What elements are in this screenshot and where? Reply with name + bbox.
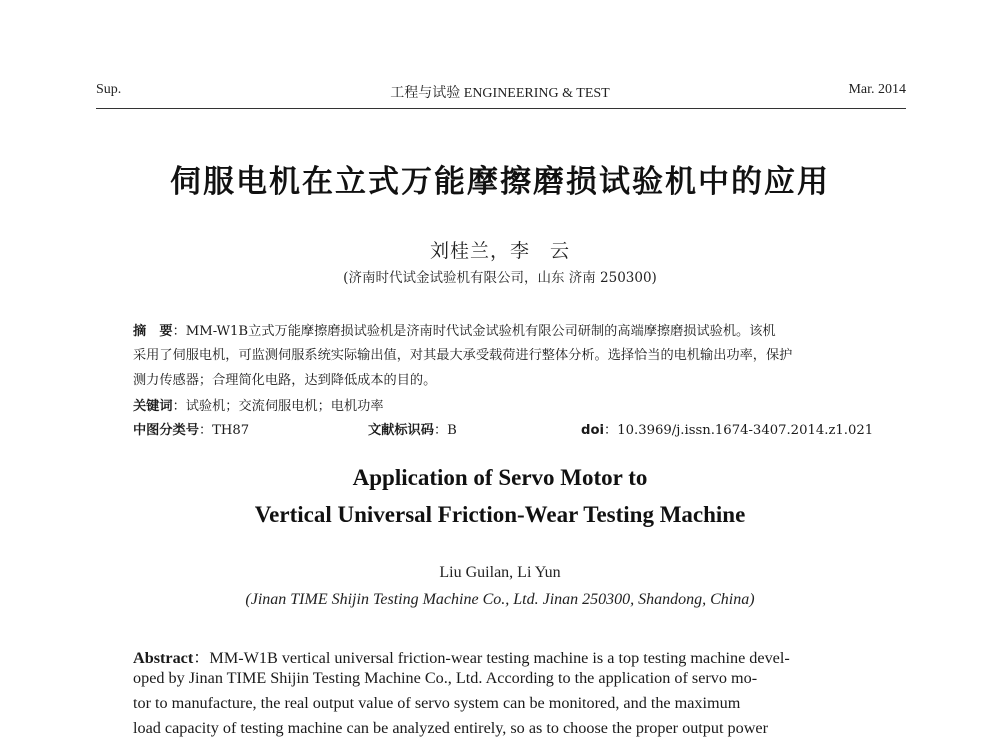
chinese-keywords-text: ：试验机；交流伺服电机；电机功率 xyxy=(172,399,384,414)
clc-field xyxy=(133,419,249,438)
english-title-line-1: Application of Servo Motor to xyxy=(352,465,648,490)
chinese-title: 伺服电机在立式万能摩擦磨损试验机中的应用 xyxy=(170,164,830,200)
journal-name: 工程与试验 ENGINEERING & TEST xyxy=(390,86,610,101)
chinese-authors: 刘桂兰，李 云 xyxy=(429,240,570,262)
chinese-abstract-label: 摘 要 xyxy=(133,324,173,339)
issue-date: Mar. 2014 xyxy=(848,82,906,97)
doc-code-field xyxy=(368,419,457,438)
english-abstract-line-1 xyxy=(133,644,873,668)
chinese-affiliation: (济南时代试金试验机有限公司，山东 济南 250300) xyxy=(343,270,657,286)
chinese-abstract-text-3: 测力传感器；合理简化电路，达到降低成本的目的。 xyxy=(133,373,437,388)
chinese-abstract-text-2: 采用了伺服电机，可监测伺服系统实际输出值，对其最大承受载荷进行整体分析。选择恰当的电机输出功率，保护 xyxy=(133,348,793,363)
doi-field xyxy=(581,419,873,438)
chinese-abstract-line-1 xyxy=(133,320,873,339)
english-affiliation: (Jinan TIME Shijin Testing Machine Co., Ltd. Jinan 250300, Shandong, China) xyxy=(245,591,755,608)
english-abstract-text-4: load capacity of testing machine can be analyzed entirely, so as to choose the proper output power xyxy=(133,719,768,737)
english-abstract-text-1: ：MM-W1B vertical universal friction-wear testing machine is a top testing machine devel- xyxy=(193,649,790,667)
clc-label: 中图分类号 xyxy=(133,423,199,438)
english-abstract-text-3: tor to manufacture, the real output value of servo system can be monitored, and the maximum xyxy=(133,694,741,712)
doc-code-label: 文献标识码 xyxy=(368,423,434,438)
doc-code-value: ：B xyxy=(433,423,457,438)
english-abstract-label: Abstract xyxy=(133,649,194,667)
english-authors: Liu Guilan, Li Yun xyxy=(439,564,561,581)
chinese-abstract-text-1: ：MM-W1B立式万能摩擦磨损试验机是济南时代试金试验机有限公司研制的高端摩擦磨损试验机。该机 xyxy=(172,324,776,339)
header-rule xyxy=(96,108,906,109)
english-title-line-2: Vertical Universal Friction-Wear Testing Machine xyxy=(254,502,746,527)
doi-label: doi xyxy=(581,423,605,438)
english-abstract-text-2: oped by Jinan TIME Shijin Testing Machine Co., Ltd. According to the application of servo mo- xyxy=(133,669,758,687)
chinese-keywords-label: 关键词 xyxy=(133,399,173,414)
chinese-keywords xyxy=(133,395,873,414)
doi-value: ：10.3969/j.issn.1674-3407.2014.z1.021 xyxy=(604,423,874,438)
journal-supplement-label: Sup. xyxy=(96,82,122,97)
clc-value: ：TH87 xyxy=(198,423,250,438)
